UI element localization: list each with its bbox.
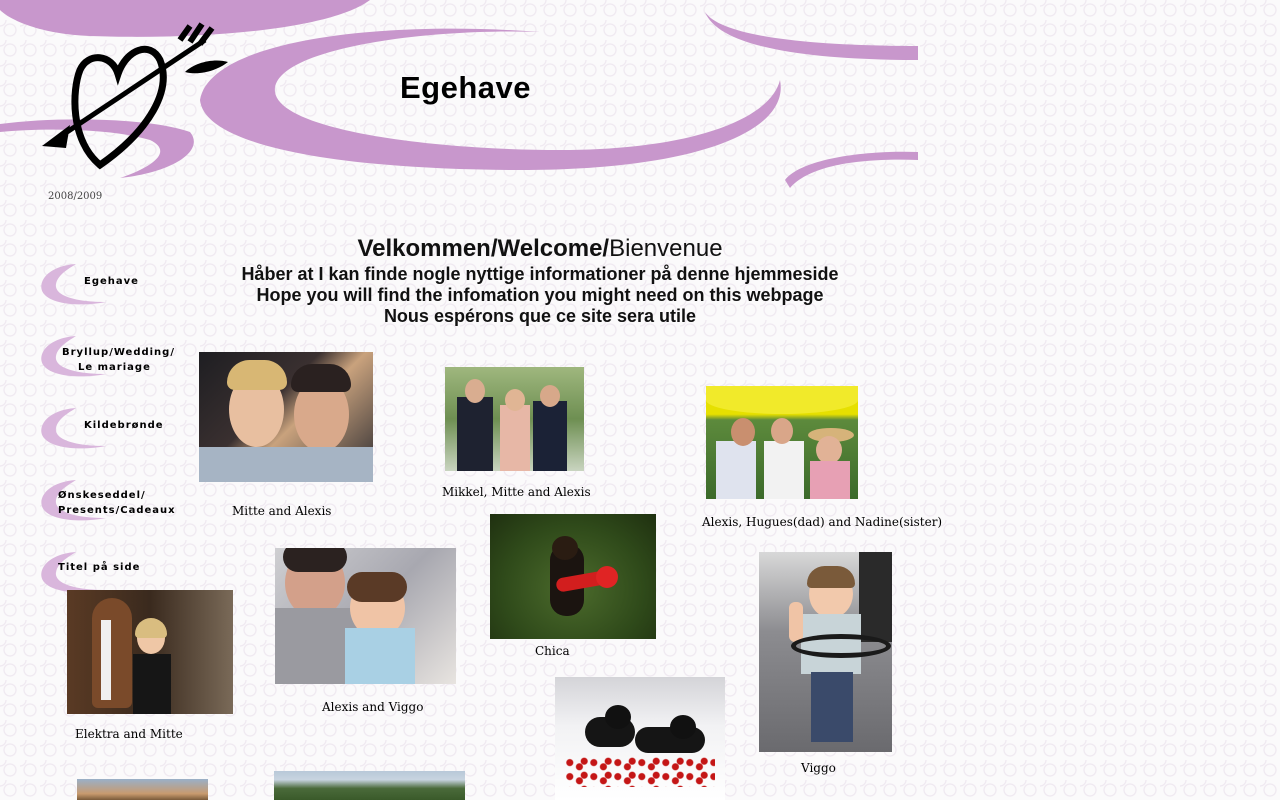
photo-bottom-middle (274, 771, 465, 800)
nav-item-label: Ønskeseddel/ (58, 490, 146, 501)
photo-bottom-left (77, 779, 208, 800)
nav-item-label: Bryllup/Wedding/ (62, 347, 175, 358)
photo-cats (555, 677, 725, 800)
nav-item-label-line2: Presents/Cadeaux (58, 505, 176, 516)
year-label: 2008/2009 (48, 191, 103, 202)
nav-item-label: Titel på side (58, 562, 141, 573)
nav-item-egehave[interactable] (36, 262, 176, 306)
welcome-english: Hope you will find the infomation you might need on this webpage (256, 285, 824, 305)
welcome-text (200, 234, 880, 327)
caption-elektra-mitte: Elektra and Mitte (75, 727, 183, 741)
caption-alexis-hugues-nadine: Alexis, Hugues(dad) and Nadine(sister) (702, 515, 943, 529)
caption-mikkel-mitte-alexis: Mikkel, Mitte and Alexis (442, 485, 591, 499)
nav-item-presents[interactable] (36, 478, 176, 522)
nav-item-label: Egehave (84, 276, 139, 287)
photo-alexis-hugues-nadine (706, 386, 858, 499)
photo-mitte-alexis (199, 352, 373, 482)
nav-item-titel[interactable] (36, 550, 176, 594)
heart-arrow-icon (42, 24, 228, 165)
welcome-french: Nous espérons que ce site sera utile (383, 306, 697, 326)
site-title: Egehave (400, 70, 532, 105)
photo-mikkel-mitte-alexis (445, 367, 584, 471)
nav-item-label-line2: Le mariage (78, 362, 151, 373)
photo-elektra-mitte (67, 590, 233, 714)
photo-viggo (759, 552, 892, 752)
caption-alexis-viggo: Alexis and Viggo (322, 700, 424, 714)
banner-swoosh (705, 12, 918, 60)
welcome-heading-a: Velkommen/Welcome/ (357, 235, 610, 262)
nav-item-wedding[interactable] (36, 334, 176, 378)
photo-chica (490, 514, 656, 639)
nav-item-label: Kildebrønde (84, 420, 164, 431)
caption-mitte-alexis: Mitte and Alexis (232, 504, 332, 518)
caption-chica: Chica (535, 644, 570, 658)
caption-viggo: Viggo (801, 761, 836, 775)
photo-alexis-viggo (275, 548, 456, 684)
banner-swoosh (785, 152, 918, 188)
banner-swoosh (0, 119, 194, 178)
welcome-danish: Håber at I kan finde nogle nyttige informationer på denne hjemmeside (241, 264, 839, 284)
nav-item-kildebronde[interactable] (36, 406, 176, 450)
welcome-heading-b: Bienvenue (609, 235, 723, 262)
welcome-heading (200, 234, 880, 264)
